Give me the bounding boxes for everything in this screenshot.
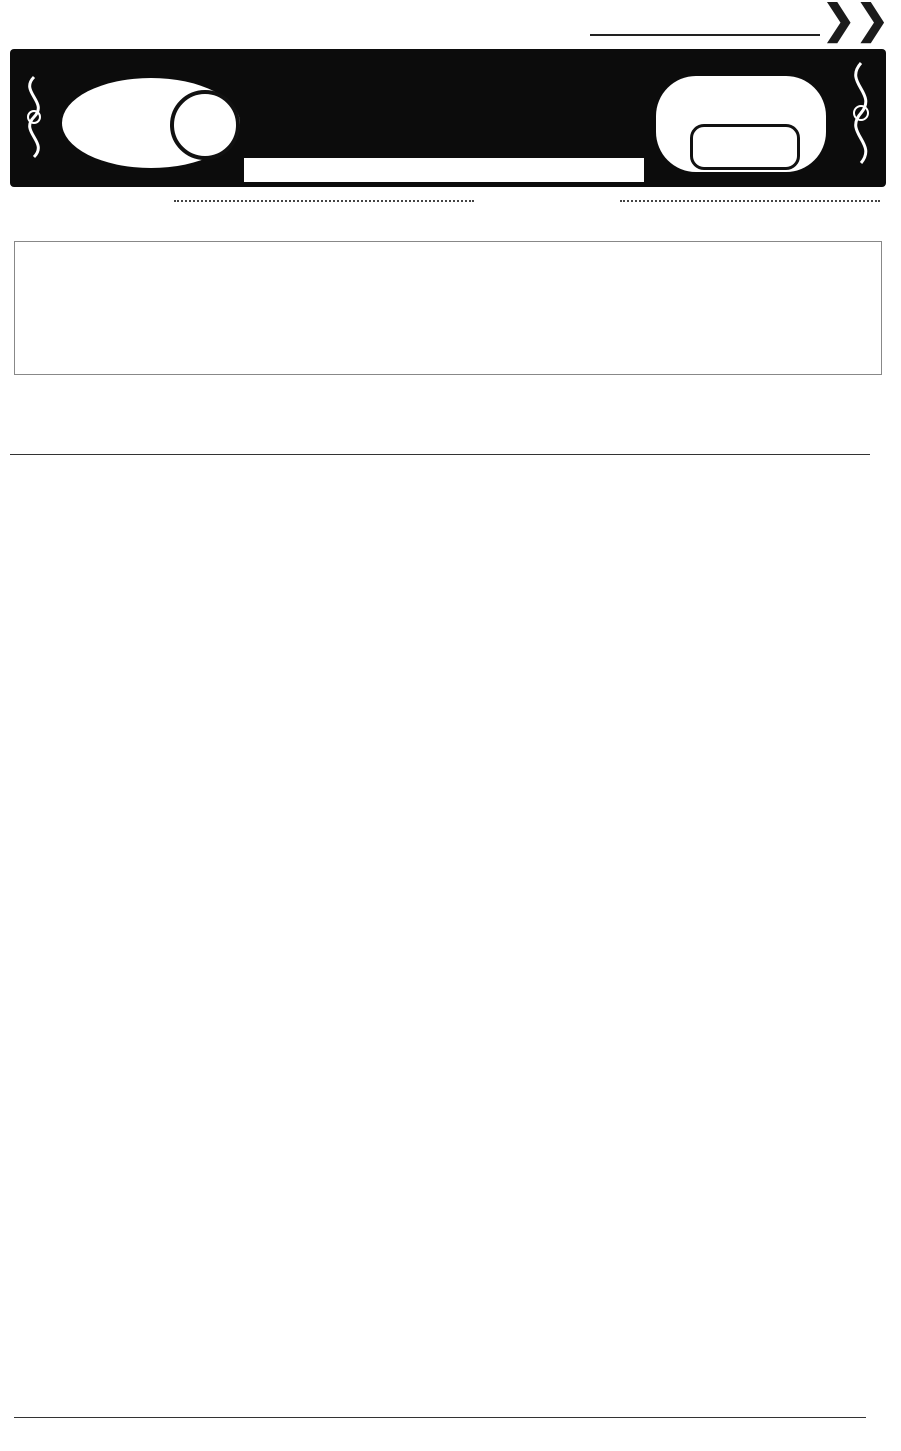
divider-bottom [14, 1417, 866, 1418]
subject-underline [590, 34, 820, 36]
divider [10, 454, 870, 455]
pattern-strip [244, 158, 644, 182]
answer-grid [14, 241, 882, 375]
ornament-left-icon [14, 72, 54, 162]
paper-number-circle [170, 90, 240, 160]
year-box [690, 124, 800, 170]
chevron-right-icon: ❯❯ [822, 0, 890, 43]
roll-figures-field[interactable] [174, 186, 474, 202]
roll-words-field[interactable] [620, 186, 880, 202]
ornament-right-icon [838, 58, 884, 168]
